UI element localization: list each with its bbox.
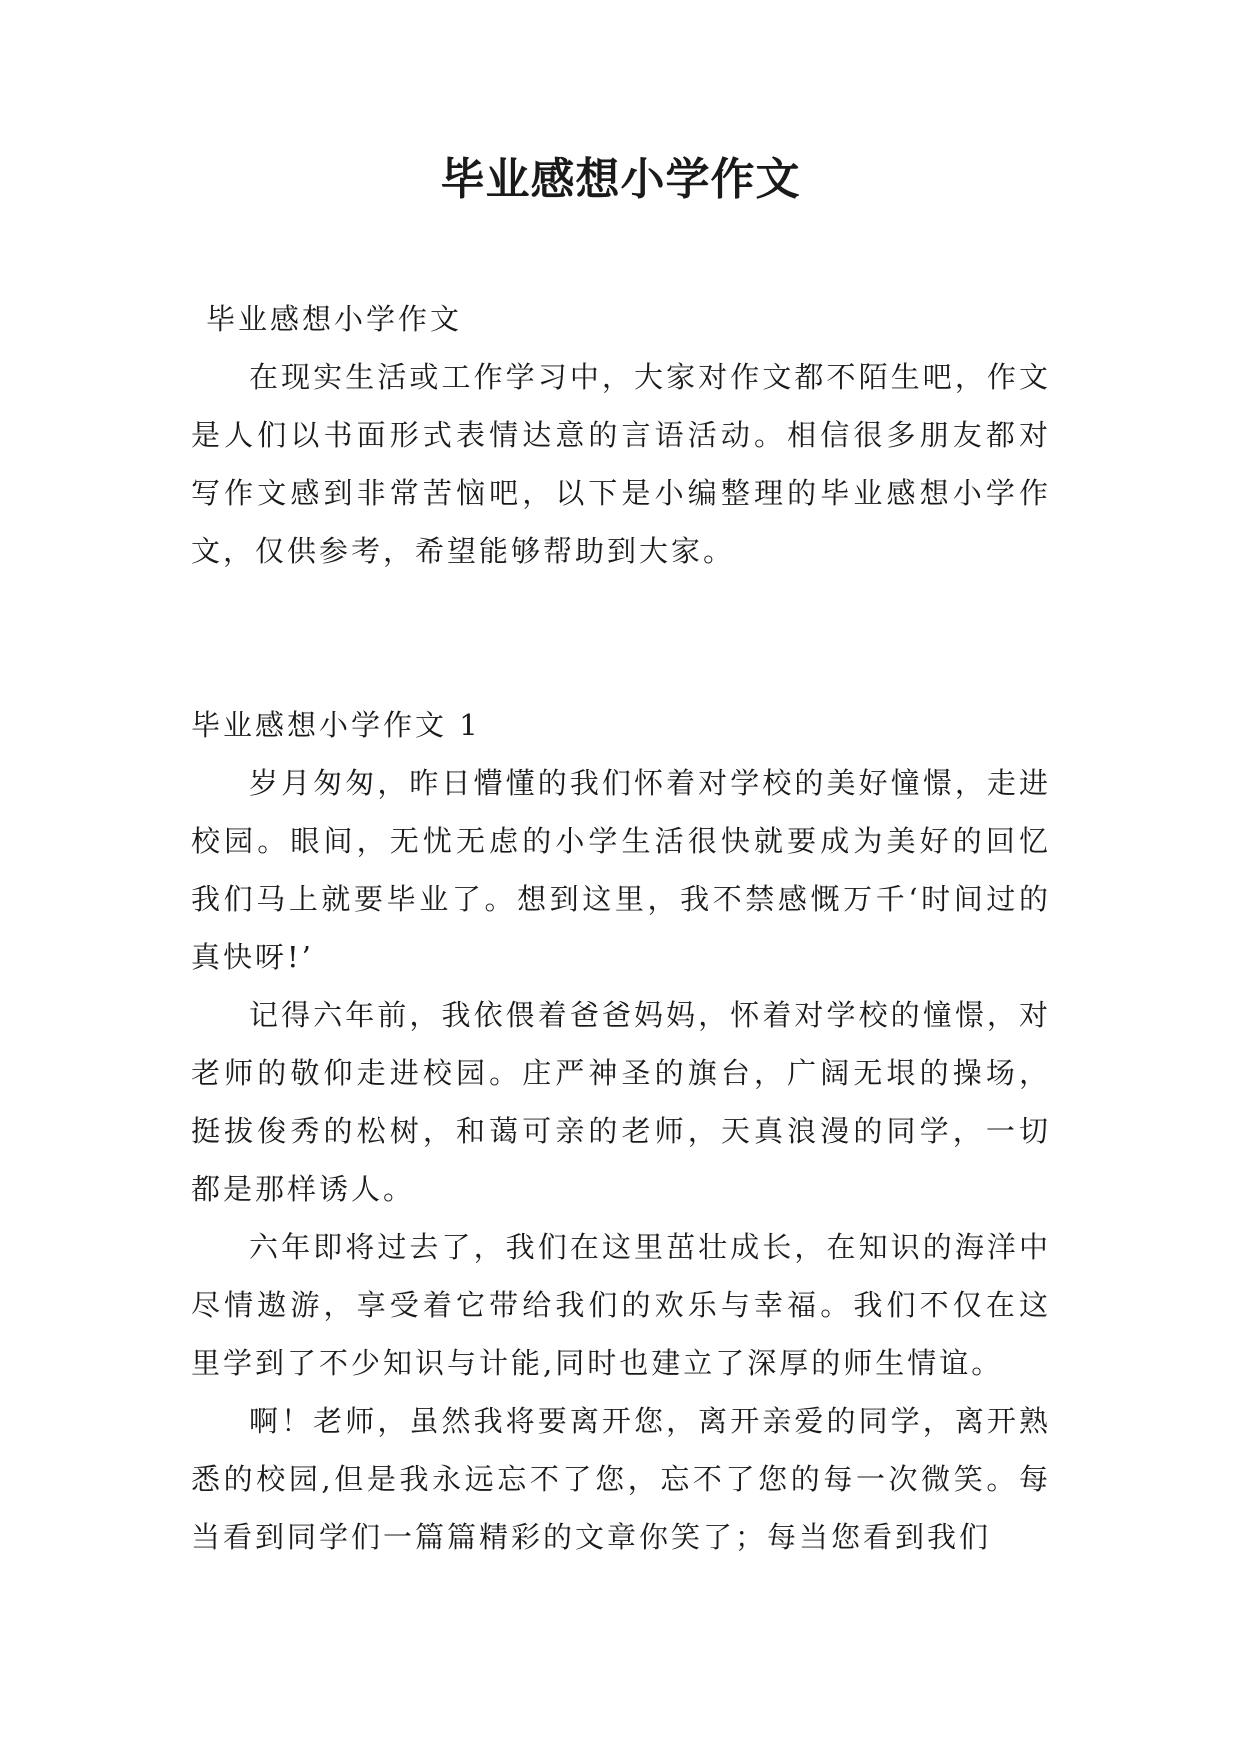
document-body [191, 290, 1051, 1566]
body-paragraph-1: 岁月匆匆，昨日懵懂的我们怀着对学校的美好憧憬，走进校园。眼间，无忧无虑的小学生活很快就要成为美好的回忆我们马上就要毕业了。想到这里，我不禁感慨万千‘时间过的真快呀!’ [191, 766, 1051, 974]
intro-paragraph: 在现实生活或工作学习中，大家对作文都不陌生吧，作文是人们以书面形式表情达意的言语活动。相信很多朋友都对写作文感到非常苦恼吧，以下是小编整理的毕业感想小学作文，仅供参考，希望能够帮助到大家。 [191, 360, 1051, 568]
section-heading: 毕业感想小学作文 1 [191, 708, 481, 742]
document-subtitle: 毕业感想小学作文 [206, 302, 463, 336]
body-paragraph-2: 记得六年前，我依偎着爸爸妈妈，怀着对学校的憧憬，对老师的敬仰走进校园。庄严神圣的旗台，广阔无垠的操场，挺拔俊秀的松树，和蔼可亲的老师，天真浪漫的同学，一切都是那样诱人。 [191, 998, 1051, 1206]
body-paragraph-3: 六年即将过去了，我们在这里茁壮成长，在知识的海洋中尽情遨游，享受着它带给我们的欢乐与幸福。我们不仅在这里学到了不少知识与计能,同时也建立了深厚的师生情谊。 [191, 1230, 1051, 1380]
document-title: 毕业感想小学作文 [440, 154, 801, 205]
body-paragraph-4: 啊！老师，虽然我将要离开您，离开亲爱的同学，离开熟悉的校园,但是我永远忘不了您，忘不了您的每一次微笑。每当看到同学们一篇篇精彩的文章你笑了；每当您看到我们 [191, 1404, 1051, 1554]
